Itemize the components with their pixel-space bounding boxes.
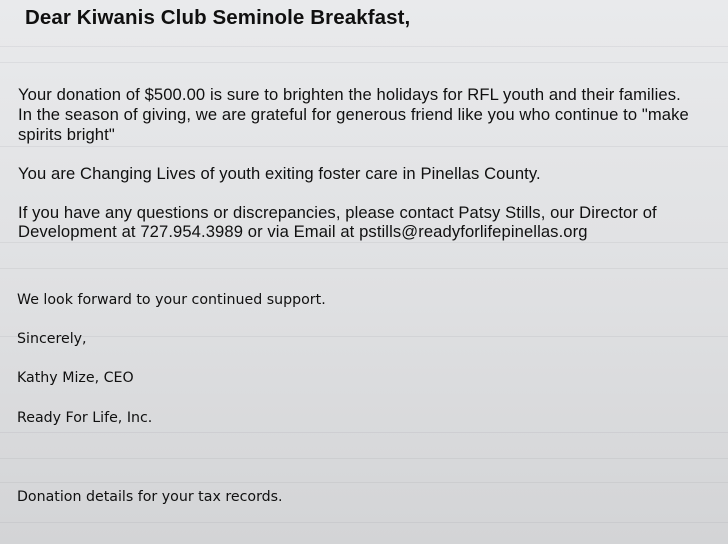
background-texture-line xyxy=(0,46,728,47)
contact-paragraph-line-2: Development at 727.954.3989 or via Email at pstills@readyforlifepinellas.org xyxy=(18,222,588,241)
organization-name: Ready For Life, Inc. xyxy=(17,410,153,426)
background-texture-line xyxy=(0,268,728,269)
background-texture-line xyxy=(0,432,728,433)
background-texture-line xyxy=(0,336,728,337)
contact-paragraph-line-1: If you have any questions or discrepancies, please contact Patsy Stills, our Director of xyxy=(18,203,657,222)
impact-statement: You are Changing Lives of youth exiting foster care in Pinellas County. xyxy=(18,164,541,183)
tax-records-note: Donation details for your tax records. xyxy=(17,489,283,505)
background-texture-line xyxy=(0,458,728,459)
background-texture-line xyxy=(0,242,728,243)
background-texture-line xyxy=(0,62,728,63)
background-texture-line xyxy=(0,146,728,147)
letter-greeting: Dear Kiwanis Club Seminole Breakfast, xyxy=(25,6,411,29)
donation-paragraph-line-1: Your donation of $500.00 is sure to brighten the holidays for RFL youth and their families. xyxy=(18,85,681,104)
closing-line: We look forward to your continued support. xyxy=(17,292,326,308)
donation-paragraph-line-2: In the season of giving, we are grateful for generous friend like you who continue to "make xyxy=(18,105,689,124)
signer-name: Kathy Mize, CEO xyxy=(17,370,134,386)
donation-paragraph-line-3: spirits bright" xyxy=(18,125,115,144)
background-texture-line xyxy=(0,522,728,523)
sign-off: Sincerely, xyxy=(17,331,87,347)
background-texture-line xyxy=(0,482,728,483)
